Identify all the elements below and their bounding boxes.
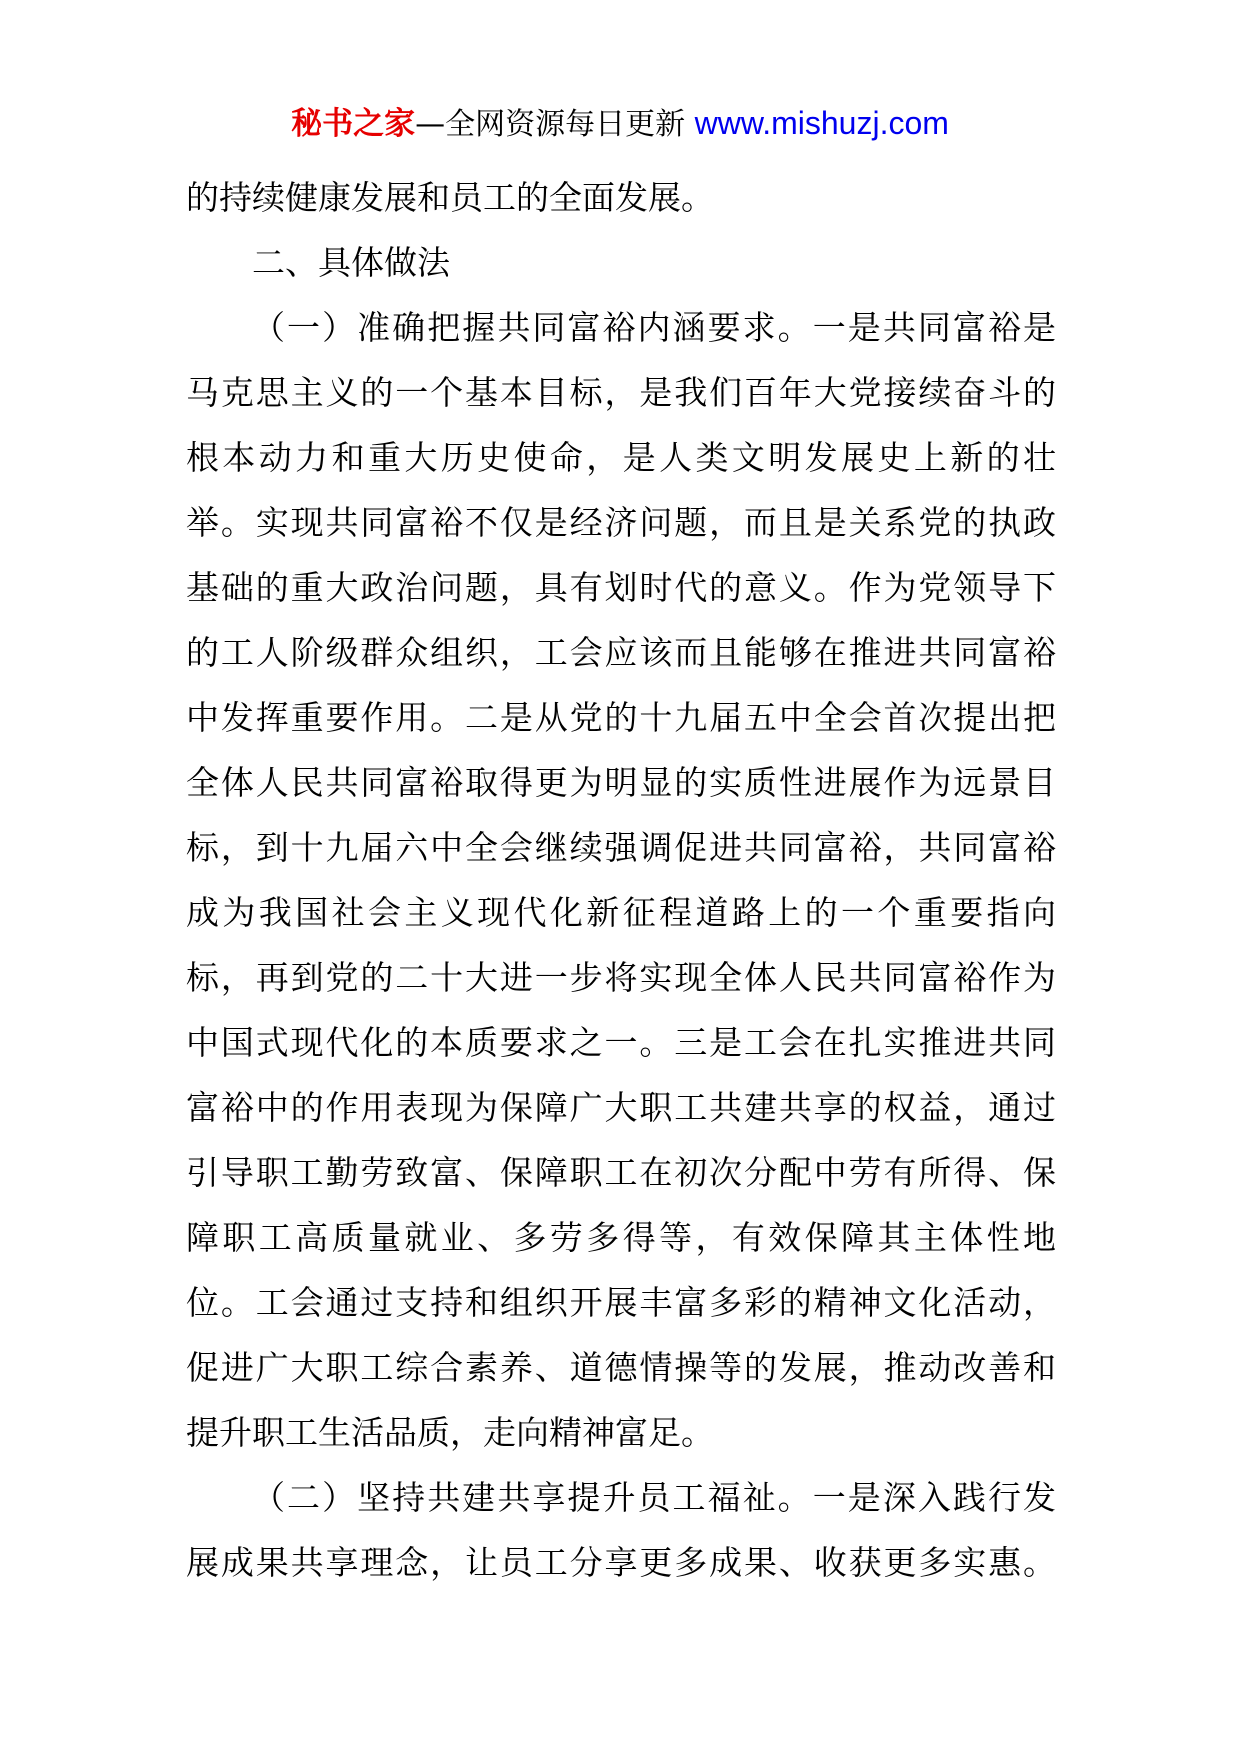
- text-line: （二）坚持共建共享提升员工福祉。一是深入践行发: [252, 1478, 1056, 1517]
- text-line: 的持续健康发展和员工的全面发展。: [186, 178, 714, 217]
- header-tagline: —全网资源每日更新: [415, 107, 695, 142]
- text-line: 富裕中的作用表现为保障广大职工共建共享的权益，通过: [186, 1088, 1056, 1127]
- text-line: 举。实现共同富裕不仅是经济问题，而且是关系党的执政: [186, 503, 1056, 542]
- text-line: 马克思主义的一个基本目标，是我们百年大党接续奋斗的: [186, 373, 1056, 412]
- page-header: [0, 100, 1240, 148]
- text-line: 促进广大职工综合素养、道德情操等的发展，推动改善和: [186, 1348, 1056, 1387]
- text-line: 障职工高质量就业、多劳多得等，有效保障其主体性地: [186, 1218, 1056, 1257]
- text-line: 标，到十九届六中全会继续强调促进共同富裕，共同富裕: [186, 828, 1056, 867]
- site-url-link[interactable]: www.mishuzj.com: [694, 105, 949, 141]
- text-line: 标，再到党的二十大进一步将实现全体人民共同富裕作为: [186, 958, 1056, 997]
- text-line: 提升职工生活品质，走向精神富足。: [186, 1413, 714, 1452]
- text-line: （一）准确把握共同富裕内涵要求。一是共同富裕是: [252, 308, 1056, 347]
- text-line: 中国式现代化的本质要求之一。三是工会在扎实推进共同: [186, 1023, 1056, 1062]
- text-line: 基础的重大政治问题，具有划时代的意义。作为党领导下: [186, 568, 1056, 607]
- text-line: 展成果共享理念，让员工分享更多成果、收获更多实惠。: [186, 1543, 1056, 1582]
- section-heading: 二、具体做法: [252, 243, 450, 282]
- text-line: 位。工会通过支持和组织开展丰富多彩的精神文化活动，: [186, 1283, 1056, 1322]
- text-line: 成为我国社会主义现代化新征程道路上的一个重要指向: [186, 893, 1056, 932]
- text-line: 根本动力和重大历史使命，是人类文明发展史上新的壮: [186, 438, 1056, 477]
- text-line: 全体人民共同富裕取得更为明显的实质性进展作为远景目: [186, 763, 1056, 802]
- text-line: 的工人阶级群众组织，工会应该而且能够在推进共同富裕: [186, 633, 1056, 672]
- text-line: 中发挥重要作用。二是从党的十九届五中全会首次提出把: [186, 698, 1056, 737]
- document-body: [186, 165, 1056, 1595]
- text-line: 引导职工勤劳致富、保障职工在初次分配中劳有所得、保: [186, 1153, 1056, 1192]
- brand-name: 秘书之家: [291, 106, 416, 142]
